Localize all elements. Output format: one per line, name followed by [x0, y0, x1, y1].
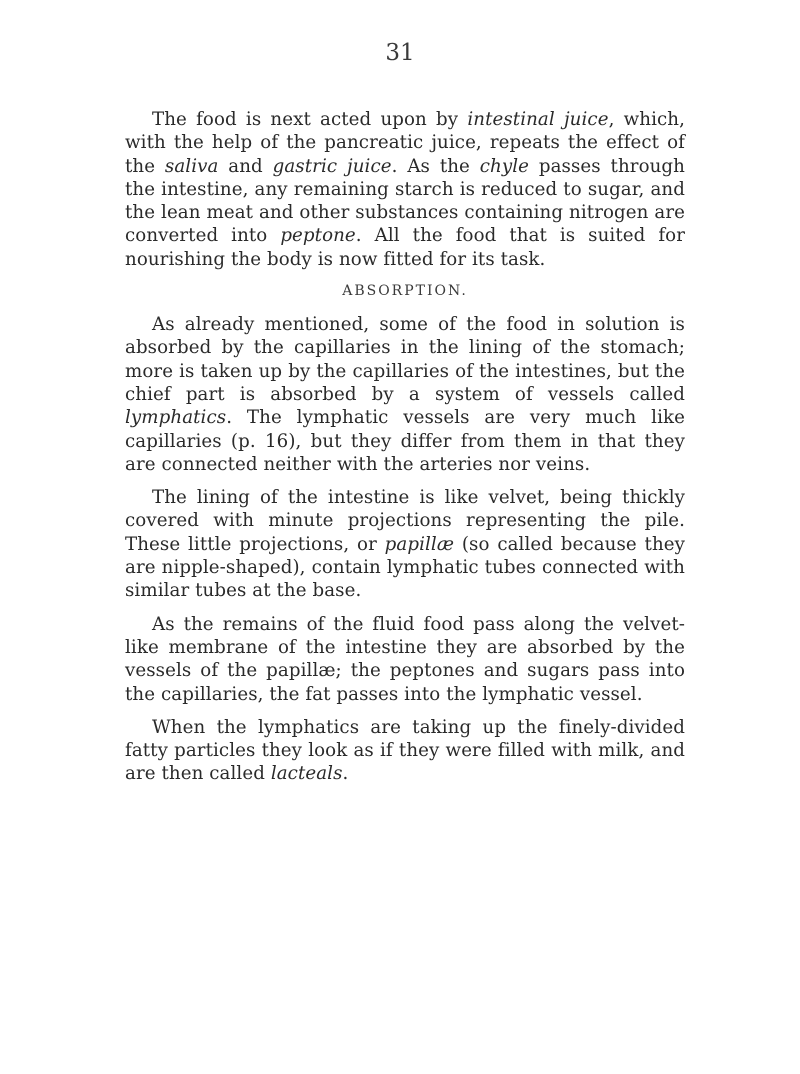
- italic-term: chyle: [479, 155, 530, 177]
- text-run: and: [218, 155, 273, 177]
- paragraph-digestion: [125, 108, 685, 271]
- page-number: 31: [385, 40, 415, 66]
- italic-term: saliva: [164, 155, 219, 177]
- italic-term: papillæ: [384, 533, 455, 555]
- text-run: When the lymphatics are taking up the finely-divided fatty particles they look as if they were filled with milk, and are then called: [125, 716, 685, 785]
- paragraph-intestine-lining: [125, 486, 685, 602]
- text-run: The lining of the intestine is like velvet, being thickly covered with minute projections representing the pile. These little projections, or: [125, 487, 685, 555]
- text-run: .: [342, 763, 349, 785]
- body-text: [125, 108, 685, 796]
- text-run: . All the food that is suited for nourishing the body is now fitted for its task.: [125, 225, 685, 270]
- italic-term: peptone: [280, 225, 356, 247]
- italic-term: intestinal juice: [467, 109, 609, 130]
- paragraph-absorption: [125, 313, 685, 476]
- text-run: passes through the intestine, any remaining starch is reduced to sugar, and the lean meat and other substances containing nitrogen are converted into: [125, 155, 685, 247]
- paragraph-fluid-food: [125, 613, 685, 706]
- text-run: . The lymphatic vessels are very much like capillaries (p. 16), but they differ from them in that they are connected neither with the arteries nor veins.: [125, 407, 685, 475]
- text-run: , which, with the help of the pancreatic juice, repeats the effect of the: [125, 109, 686, 177]
- text-run: As the remains of the fluid food pass along the velvet-like membrane of the intestine they are absorbed by the vessels of the papillæ; the peptones and sugars pass into the capillaries, the fat passes into the lymphatic vessel.: [125, 613, 685, 705]
- text-run: . As the: [391, 155, 480, 177]
- italic-term: gastric juice: [272, 155, 392, 177]
- text-run: As already mentioned, some of the food in solution is absorbed by the capillaries in the lining of the stomach; more is taken up by the capillaries of the intestines, but the chief part is absorbed by a system of vessels called: [125, 314, 685, 405]
- paragraph-lacteals: [125, 716, 685, 786]
- italic-term: lymphatics: [125, 407, 227, 429]
- italic-term: lacteals: [270, 763, 343, 785]
- section-heading: ABSORPTION.: [342, 283, 468, 300]
- text-run: (so called because they are nipple-shaped), contain lymphatic tubes connected with similar tubes at the base.: [125, 533, 686, 602]
- text-run: The food is next acted upon by: [152, 109, 468, 130]
